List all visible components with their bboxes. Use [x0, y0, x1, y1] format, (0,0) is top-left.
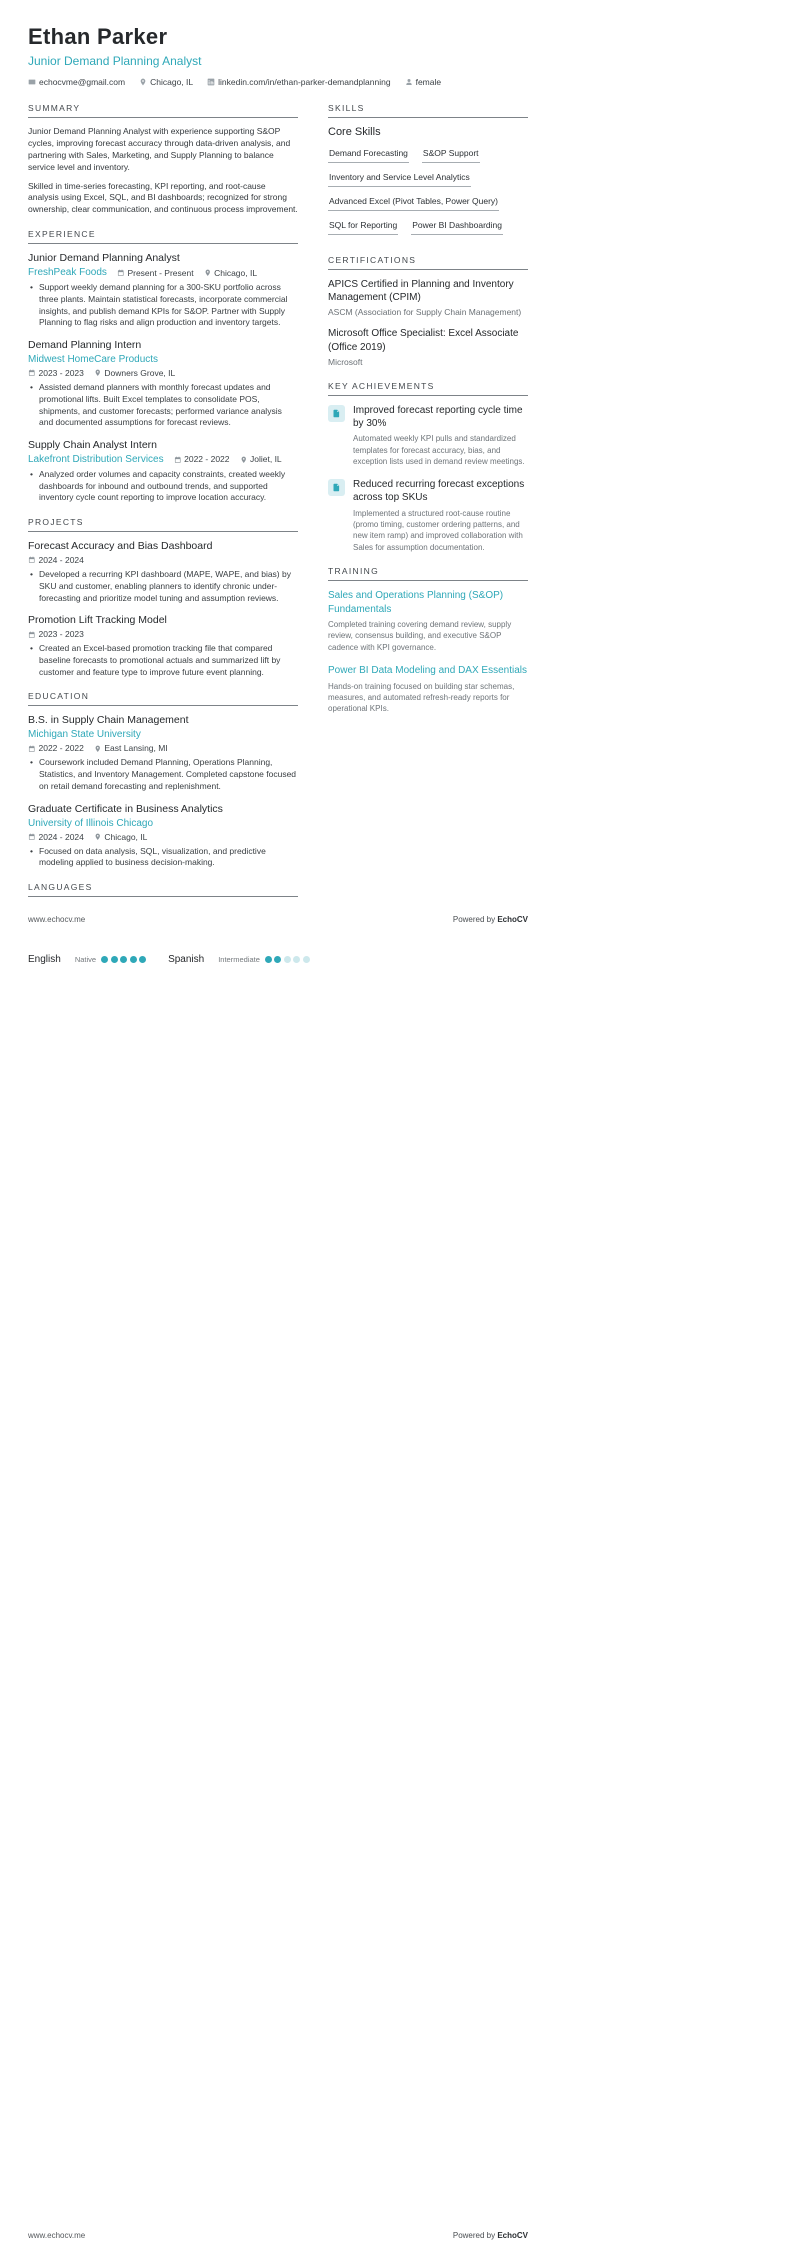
contact-location-text: Chicago, IL	[150, 77, 194, 87]
date-range: 2023 - 2023	[38, 629, 84, 640]
footer-brand: EchoCV	[497, 915, 528, 925]
training-description: Hands-on training focused on building star schemas, measures, and automated refresh-ready reports for operational KPIs.	[328, 681, 515, 714]
project-title: Forecast Accuracy and Bias Dashboard	[28, 540, 213, 553]
skill-tags	[328, 146, 528, 242]
location-pin-icon	[94, 369, 102, 377]
language-name: English	[28, 954, 61, 966]
skill-tag: Power BI Dashboarding	[411, 218, 503, 235]
candidate-name: Ethan Parker	[28, 24, 168, 49]
job-title: Demand Planning Intern	[28, 339, 142, 352]
certification-entry	[328, 327, 528, 367]
location-meta	[94, 743, 168, 753]
job-title: Junior Demand Planning Analyst	[28, 252, 180, 265]
date-meta	[28, 743, 84, 753]
education-meta	[28, 743, 168, 753]
right-column	[328, 103, 528, 897]
experience-entry	[28, 439, 298, 504]
school-line	[28, 818, 298, 842]
project-bullet: • Created an Excel-based promotion tracking file that compared baseline forecasts to promotional actuals and summarized lift by customer and feature type to improve future event planning.	[39, 643, 298, 678]
location-pin-icon	[94, 745, 102, 753]
footer-site-link[interactable]: www.echocv.me	[28, 915, 86, 925]
contact-gender-text: female	[415, 77, 442, 87]
company-name: Midwest HomeCare Products	[28, 354, 159, 366]
calendar-icon	[28, 745, 36, 753]
location-meta	[204, 268, 258, 278]
location-pin-icon	[204, 269, 212, 277]
proficiency-dots	[101, 956, 146, 963]
achievement-description: Implemented a structured root-cause routine (promo timing, customer ordering patterns, and new item ramp) and improved collaboration with Sales for assumption documentation.	[353, 508, 523, 552]
date-range: 2022 - 2022	[38, 743, 84, 754]
experience-entry	[28, 252, 298, 329]
location-meta	[94, 832, 148, 842]
proficiency-dots	[265, 956, 310, 963]
summary-heading: SUMMARY	[28, 103, 298, 118]
training-title: Power BI Data Modeling and DAX Essentials	[328, 665, 527, 677]
job-bullet: • Support weekly demand planning for a 300-SKU portfolio across three plants. Maintain statistical forecasts, incorporate commercial insights, and publish demand KPIs for S&OP. Partner with Supply Planning to flag risks and align production and inventory targets.	[39, 282, 298, 329]
certification-title: Microsoft Office Specialist: Excel Associate (Office 2019)	[328, 328, 519, 353]
company-name: Lakefront Distribution Services	[28, 453, 164, 465]
proficiency-dot	[120, 956, 127, 963]
person-icon	[405, 78, 413, 86]
location-meta	[94, 368, 175, 378]
job-location: Joliet, IL	[250, 454, 282, 465]
skill-tag: Advanced Excel (Pivot Tables, Power Query)	[328, 194, 499, 211]
job-meta	[117, 268, 257, 278]
footer-powered[interactable]	[453, 915, 528, 924]
calendar-icon	[28, 631, 36, 639]
achievement-doc-icon	[328, 405, 345, 422]
education-location: East Lansing, MI	[104, 743, 168, 754]
skill-tag: S&OP Support	[422, 146, 480, 163]
summary-paragraph: Skilled in time-series forecasting, KPI reporting, and root-cause analysis using Excel, SQL, and BI dashboards; recognized for strong ownership, clear communication, and continuous process improvement.	[28, 180, 298, 215]
candidate-title: Junior Demand Planning Analyst	[28, 54, 202, 68]
project-entry	[28, 540, 298, 604]
project-entry	[28, 614, 298, 678]
language-level: Native	[74, 955, 97, 965]
achievement-text	[353, 478, 528, 553]
experience-entry	[28, 339, 298, 429]
degree-title: Graduate Certificate in Business Analytics	[28, 802, 223, 815]
footer-powered-prefix: Powered by	[452, 915, 498, 925]
achievement-title: Improved forecast reporting cycle time by 30%	[353, 404, 523, 430]
section-certifications	[328, 255, 528, 368]
training-heading: TRAINING	[328, 566, 528, 581]
certification-issuer: Microsoft	[328, 356, 363, 367]
projects-heading: PROJECTS	[28, 517, 298, 532]
proficiency-dot	[303, 956, 310, 963]
education-entry	[28, 803, 298, 869]
footer-powered-prefix: Powered by	[452, 2231, 498, 2240]
left-column	[28, 103, 298, 897]
date-range: 2023 - 2023	[38, 368, 84, 379]
degree-title: B.S. in Supply Chain Management	[28, 714, 189, 727]
bottom-footer	[28, 2231, 528, 2240]
skill-tag: Inventory and Service Level Analytics	[328, 170, 471, 187]
location-pin-icon	[94, 833, 102, 841]
section-achievements	[328, 381, 528, 553]
job-title: Supply Chain Analyst Intern	[28, 438, 157, 451]
footer-brand: EchoCV	[497, 2231, 528, 2240]
achievements-heading: KEY ACHIEVEMENTS	[328, 381, 528, 396]
education-bullet: • Focused on data analysis, SQL, visualization, and predictive modeling applied to business decision-making.	[39, 846, 298, 869]
job-bullet: • Analyzed order volumes and capacity constraints, created weekly dashboards for inbound and outbound trends, and supported inventory cycle count reporting to improve location accuracy.	[39, 469, 298, 504]
project-bullet: • Developed a recurring KPI dashboard (MAPE, WAPE, and bias) by SKU and customer, enabling planners to identify chronic under-forecasting and prioritize model tuning and assumption reviews.	[39, 569, 298, 604]
project-meta	[28, 629, 298, 639]
proficiency-dot	[130, 956, 137, 963]
training-entry	[328, 664, 528, 715]
language-entry	[28, 954, 146, 965]
school-line	[28, 729, 298, 753]
proficiency-dot	[139, 956, 146, 963]
proficiency-dot	[284, 956, 291, 963]
calendar-icon	[28, 556, 36, 564]
contact-location	[139, 77, 193, 87]
date-meta	[28, 629, 84, 639]
resume-columns	[28, 103, 794, 897]
footer-site-link[interactable]: www.echocv.me	[28, 2231, 86, 2240]
language-entry	[168, 954, 310, 965]
calendar-icon	[174, 456, 182, 464]
job-meta	[174, 454, 282, 464]
section-summary	[28, 103, 298, 216]
certifications-heading: CERTIFICATIONS	[328, 255, 528, 270]
skills-group-title: Core Skills	[328, 126, 381, 138]
linkedin-icon	[207, 78, 215, 86]
contact-gender	[405, 77, 442, 87]
contact-linkedin[interactable]	[207, 77, 390, 87]
achievement-doc-icon	[328, 479, 345, 496]
proficiency-dot	[101, 956, 108, 963]
project-title: Promotion Lift Tracking Model	[28, 614, 167, 627]
location-meta	[240, 454, 282, 464]
date-range: Present - Present	[127, 267, 194, 278]
certification-title: APICS Certified in Planning and Inventory Management (CPIM)	[328, 279, 514, 304]
date-meta	[28, 555, 84, 565]
proficiency-dot	[265, 956, 272, 963]
certification-entry	[328, 278, 528, 318]
education-entry	[28, 714, 298, 792]
job-location: Chicago, IL	[214, 267, 258, 278]
section-education	[28, 691, 298, 869]
contact-email[interactable]	[28, 77, 125, 87]
skill-tag: Demand Forecasting	[328, 146, 409, 163]
experience-heading: EXPERIENCE	[28, 229, 298, 244]
contact-row	[28, 77, 794, 87]
skills-heading: SKILLS	[328, 103, 528, 118]
proficiency-dot	[293, 956, 300, 963]
calendar-icon	[28, 369, 36, 377]
job-meta	[28, 368, 175, 378]
date-range: 2024 - 2024	[38, 555, 84, 566]
languages-heading: LANGUAGES	[28, 882, 298, 897]
resume-header	[28, 24, 794, 87]
contact-email-text: echocvme@gmail.com	[39, 77, 126, 87]
date-meta	[28, 368, 84, 378]
training-entry	[328, 589, 528, 653]
section-experience	[28, 229, 298, 504]
calendar-icon	[28, 833, 36, 841]
certification-issuer: ASCM (Association for Supply Chain Management)	[328, 307, 522, 318]
page-footer	[28, 915, 528, 924]
achievement-title: Reduced recurring forecast exceptions across top SKUs	[353, 479, 525, 504]
language-name: Spanish	[168, 954, 205, 966]
education-heading: EDUCATION	[28, 691, 298, 706]
school-name: Michigan State University	[28, 729, 141, 741]
email-icon	[28, 78, 36, 86]
skill-tag: SQL for Reporting	[328, 218, 398, 235]
company-name: FreshPeak Foods	[28, 267, 107, 279]
school-name: University of Illinois Chicago	[28, 817, 154, 829]
contact-linkedin-text: linkedin.com/in/ethan-parker-demandplanning	[218, 77, 391, 87]
company-line	[28, 454, 298, 465]
summary-paragraph: Junior Demand Planning Analyst with experience supporting S&OP cycles, improving forecast accuracy through data-driven analysis, and partnering with Sales, Marketing, and Supply Planning to balance service level and inventory.	[28, 126, 291, 172]
calendar-icon	[117, 269, 125, 277]
section-languages	[28, 882, 298, 897]
training-description: Completed training covering demand review, supply review, consensus building, and executive S&OP cadence with KPI governance.	[328, 620, 512, 652]
company-line	[28, 267, 298, 278]
languages-row	[28, 954, 794, 965]
date-range: 2024 - 2024	[38, 831, 84, 842]
training-title: Sales and Operations Planning (S&OP) Fundamentals	[328, 590, 504, 615]
proficiency-dot	[111, 956, 118, 963]
job-bullet: • Assisted demand planners with monthly forecast updates and promotional lifts. Built Excel templates to consolidate POS, shipments, and customer forecasts; performed variance analysis and documented assumptions for forecast reviews.	[39, 382, 298, 429]
section-projects	[28, 517, 298, 678]
achievement-text	[353, 404, 528, 467]
section-skills	[328, 103, 528, 242]
education-bullet: • Coursework included Demand Planning, Operations Planning, Statistics, and Inventory Management. Completed capstone focused on retail demand forecasting and replenishment.	[39, 757, 298, 792]
achievement-entry	[328, 404, 528, 467]
job-location: Downers Grove, IL	[104, 368, 176, 379]
footer-powered[interactable]	[453, 2231, 528, 2240]
achievement-description: Automated weekly KPI pulls and standardized templates for forecast accuracy, bias, and exception lists used in demand review meetings.	[353, 434, 525, 466]
location-pin-icon	[240, 456, 248, 464]
project-meta	[28, 555, 298, 565]
language-level: Intermediate	[218, 955, 260, 965]
education-location: Chicago, IL	[104, 831, 148, 842]
proficiency-dot	[274, 956, 281, 963]
date-meta	[28, 832, 84, 842]
achievement-entry	[328, 478, 528, 553]
section-training	[328, 566, 528, 715]
company-line	[28, 354, 298, 378]
education-meta	[28, 832, 147, 842]
date-meta	[174, 454, 230, 464]
location-pin-icon	[139, 78, 147, 86]
date-range: 2022 - 2022	[184, 454, 230, 465]
date-meta	[117, 268, 194, 278]
